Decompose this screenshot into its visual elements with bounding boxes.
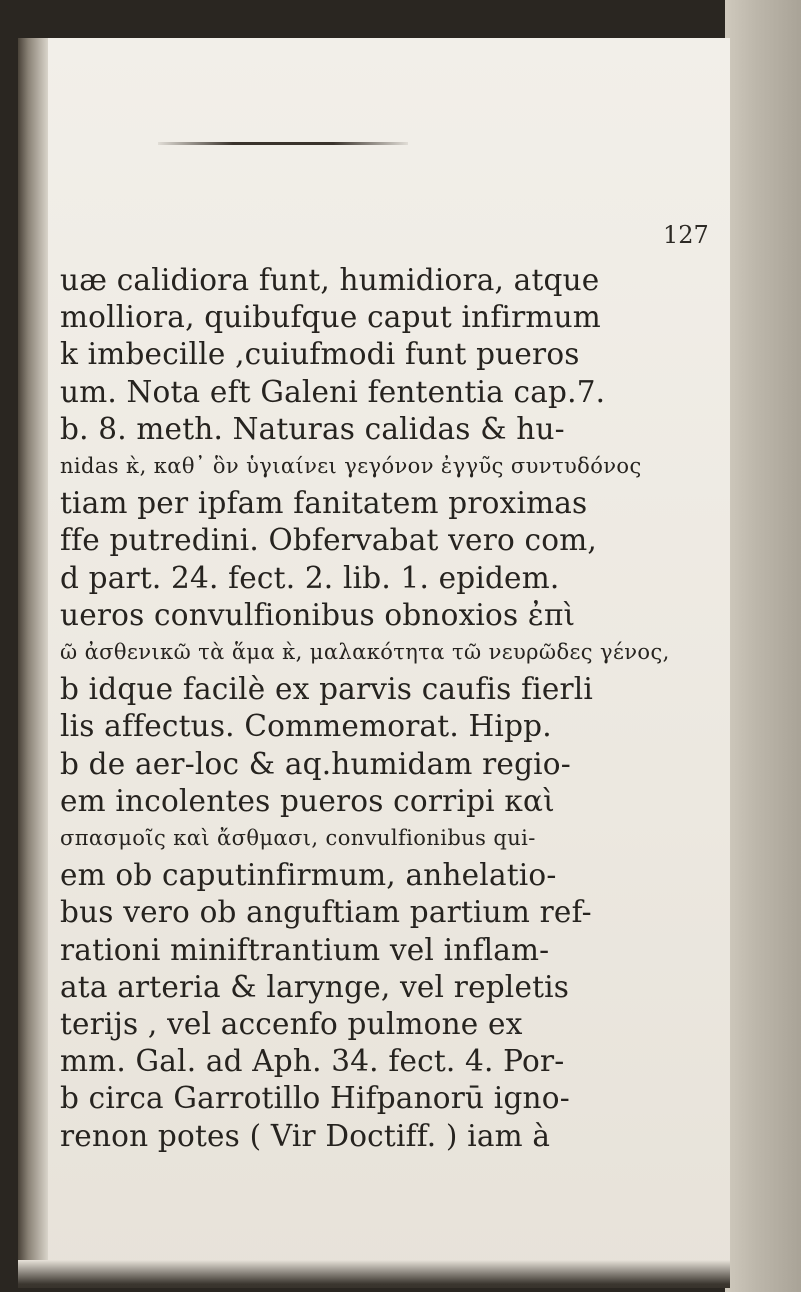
text-line: renon potes ( Vir Doctiff. ) iam à: [60, 1118, 551, 1153]
text-line: b de aer-loc & aq.humidam regio-: [60, 746, 571, 781]
text-line: mm. Gal. ad Aph. 34. fect. 4. Por-: [60, 1044, 565, 1079]
text-line: em ob caputinfirmum, anhelatio-: [60, 858, 557, 893]
header-rule: [158, 142, 408, 145]
text-line: ῶ ἀσθενικῶ τὰ ἅμα κ̀, μαλακότητα τῶ νευρῶδες γένος,: [60, 640, 670, 665]
text-line: ueros convulfionibus obnoxios ἐπὶ: [60, 597, 576, 632]
text-line: uæ calidiora funt, humidiora, atque: [60, 263, 600, 297]
page-number: 127: [663, 221, 709, 249]
text-line: rationi miniftrantium vel inflam-: [60, 932, 550, 967]
text-line: σπασμοῖς καὶ ἄσθμασι, convulfionibus qui-: [60, 826, 536, 851]
page-bottom-shadow: [18, 1260, 730, 1288]
text-line: molliora, quibufque caput infirmum: [60, 300, 601, 335]
text-line: lis affectus. Commemorat. Hipp.: [60, 709, 552, 744]
text-line: b. 8. meth. Naturas calidas & hu-: [60, 411, 565, 446]
text-line: ata arteria & larynge, vel repletis: [60, 969, 570, 1004]
text-line: k imbecille ,cuiufmodi funt pueros: [60, 337, 580, 372]
book-edge-background: [725, 0, 801, 1292]
text-line: tiam per ipfam fanitatem proximas: [60, 486, 588, 521]
text-line: b circa Garrotillo Hifpanorū igno-: [60, 1081, 570, 1116]
text-line: um. Nota eft Galeni fententia cap.7.: [60, 374, 606, 409]
text-line: bus vero ob anguftiam partium ref-: [60, 895, 592, 930]
text-line: b idque facilè ex parvis caufis fierli: [60, 672, 594, 707]
text-line: ffe putredini. Obfervabat vero com,: [60, 523, 597, 558]
text-line: nidas κ̀, καθ᾽ ὃν ὑγιαίνει γεγόνον ἐγγυ̃ς συντυδόνος: [60, 454, 642, 479]
text-line: terijs , vel accenfo pulmone ex: [60, 1007, 523, 1042]
book-page: [18, 38, 730, 1288]
text-line: em incolentes pueros corripi καὶ: [60, 783, 555, 818]
binding-gutter: [18, 38, 48, 1288]
body-text: [60, 262, 720, 1155]
text-line: d part. 24. fect. 2. lib. 1. epidem.: [60, 560, 560, 595]
